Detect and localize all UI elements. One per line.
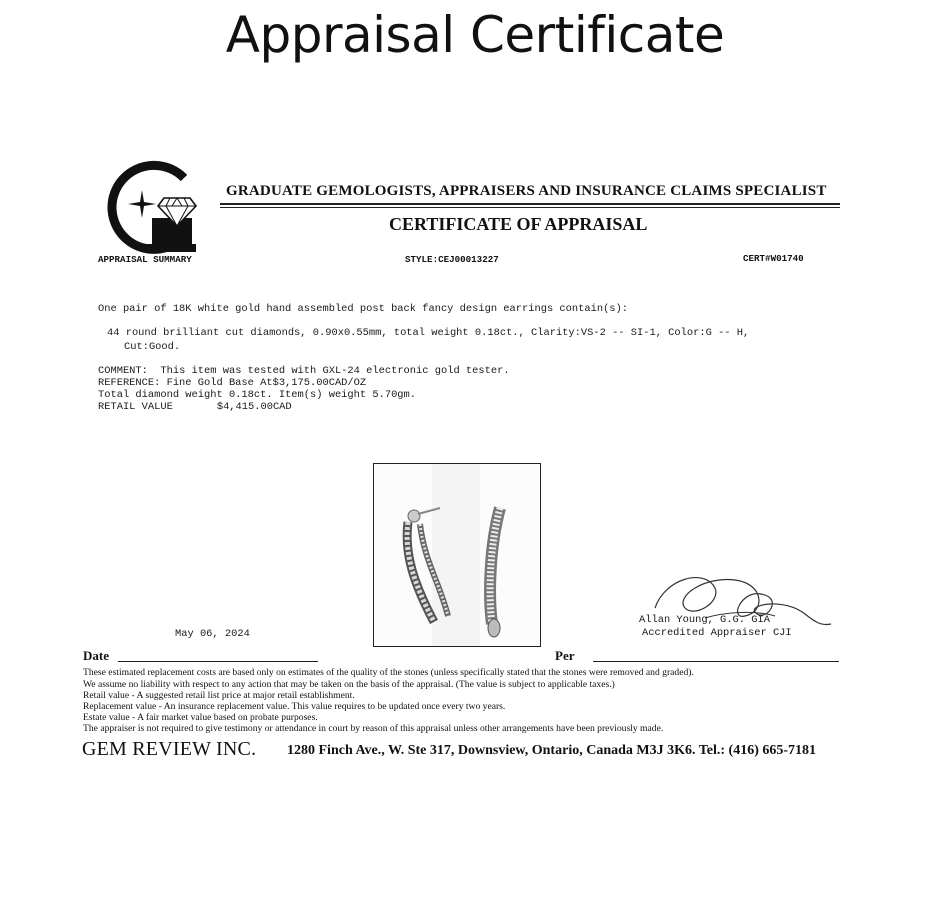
company-logo bbox=[106, 160, 202, 260]
disclaimer-line: Replacement value - An insurance replacement value. This value requires to be updated once every two years. bbox=[83, 701, 506, 712]
style-number: STYLE:CEJ00013227 bbox=[405, 254, 499, 265]
disclaimer-line: The appraiser is not required to give testimony or attendance in court by reason of this appraisal unless other arrangements have been previously made. bbox=[83, 723, 664, 734]
header-rule-thin bbox=[220, 207, 840, 208]
comment-row bbox=[98, 365, 510, 377]
per-label: Per bbox=[555, 648, 575, 663]
appraiser-title: Accredited Appraiser CJI bbox=[642, 627, 792, 639]
retail-value-label: RETAIL VALUE bbox=[98, 401, 173, 413]
total-diamond-line: Total diamond weight 0.18ct. Item(s) weight 5.70gm. bbox=[98, 389, 417, 401]
disclaimer-line: We assume no liability with respect to any action that may be taken on the basis of the appraisal. (The value is subject to applicable taxes.) bbox=[83, 679, 615, 690]
certificate-title: CERTIFICATE OF APPRAISAL bbox=[389, 214, 648, 234]
page-title: Appraisal Certificate bbox=[225, 6, 725, 64]
description-line-3: Cut:Good. bbox=[124, 341, 181, 353]
appraisal-date: May 06, 2024 bbox=[175, 628, 250, 640]
description-line-2: 44 round brilliant cut diamonds, 0.90x0.55mm, total weight 0.18ct., Clarity:VS-2 -- SI-1, Color:G -- H, bbox=[107, 327, 750, 339]
description-line-1: One pair of 18K white gold hand assembled post back fancy design earrings contain(s): bbox=[98, 303, 629, 315]
date-label: Date bbox=[83, 648, 109, 663]
disclaimer-line: These estimated replacement costs are based only on estimates of the quality of the stones (unless specifically stated that the stones were removed and graded). bbox=[83, 667, 694, 678]
appraiser-name: Allan Young, G.G. GIA bbox=[639, 614, 770, 626]
date-line bbox=[118, 661, 318, 662]
footer-company: GEM REVIEW INC. bbox=[82, 738, 257, 760]
comment-label: COMMENT: bbox=[98, 365, 148, 377]
footer-address: 1280 Finch Ave., W. Ste 317, Downsview, Ontario, Canada M3J 3K6. Tel.: (416) 665-7181 bbox=[287, 743, 817, 758]
comment-text: This item was tested with GXL-24 electronic gold tester. bbox=[160, 365, 510, 377]
per-line bbox=[593, 661, 839, 662]
appraisal-summary-label: APPRAISAL SUMMARY bbox=[98, 254, 192, 265]
retail-value-row bbox=[98, 401, 292, 413]
retail-value-amount: $4,415.00CAD bbox=[216, 401, 292, 413]
disclaimer-line: Retail value - A suggested retail list price at major retail establishment. bbox=[83, 690, 355, 701]
header-rule bbox=[220, 203, 840, 205]
company-tagline: GRADUATE GEMOLOGISTS, APPRAISERS AND INSURANCE CLAIMS SPECIALIST bbox=[226, 183, 827, 199]
earrings-photo bbox=[373, 463, 541, 647]
cert-number: CERT#W01740 bbox=[743, 253, 804, 264]
reference-line: REFERENCE: Fine Gold Base At$3,175.00CAD/OZ bbox=[98, 377, 367, 389]
disclaimer-line: Estate value - A fair market value based on probate purposes. bbox=[83, 712, 318, 723]
